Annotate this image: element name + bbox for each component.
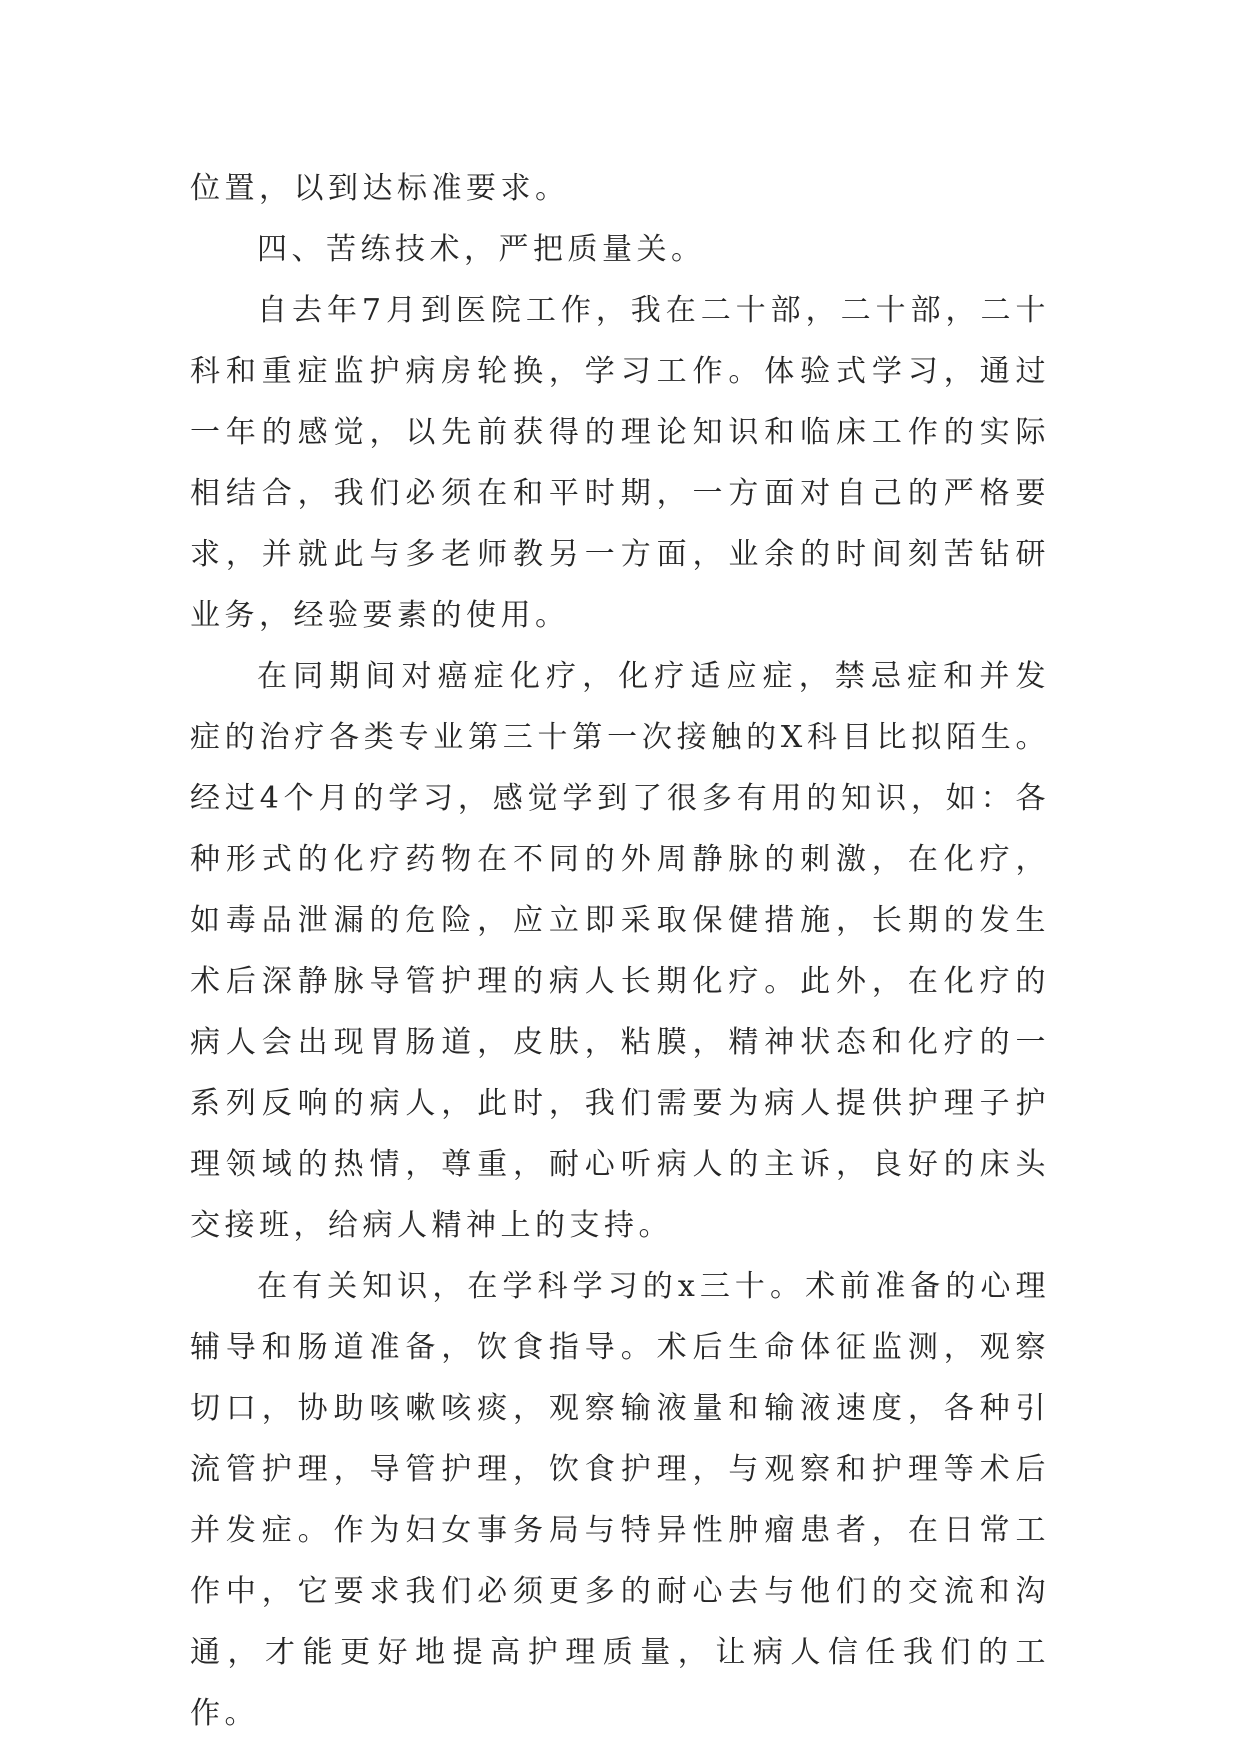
document-body	[190, 158, 1050, 1744]
paragraph-4: 在同期间对癌症化疗，化疗适应症，禁忌症和并发症的治疗各类专业第三十第一次接触的X科目比拟陌生。经过4个月的学习，感觉学到了很多有用的知识，如：各种形式的化疗药物在不同的外周静脉的刺激，在化疗，如毒品泄漏的危险，应立即采取保健措施，长期的发生术后深静脉导管护理的病人长期化疗。此外，在化疗的病人会出现胃肠道，皮肤，粘膜，精神状态和化疗的一系列反响的病人，此时，我们需要为病人提供护理子护理领域的热情，尊重，耐心听病人的主诉，良好的床头交接班，给病人精神上的支持。	[190, 659, 1050, 1243]
paragraph-3: 自去年7月到医院工作，我在二十部，二十部，二十科和重症监护病房轮换，学习工作。体验式学习，通过一年的感觉，以先前获得的理论知识和临床工作的实际相结合，我们必须在和平时期，一方面对自己的严格要求，并就此与多老师教另一方面，业余的时间刻苦钻研业务，经验要素的使用。	[190, 293, 1050, 633]
paragraph-2-section-heading: 四、苦练技术，严把质量关。	[257, 232, 706, 267]
paragraph-5: 在有关知识，在学科学习的x三十。术前准备的心理辅导和肠道准备，饮食指导。术后生命体征监测，观察切口，协助咳嗽咳痰，观察输液量和输液速度，各种引流管护理，导管护理，饮食护理，与观察和护理等术后并发症。作为妇女事务局与特异性肿瘤患者，在日常工作中，它要求我们必须更多的耐心去与他们的交流和沟通，才能更好地提高护理质量，让病人信任我们的工作。	[190, 1269, 1050, 1731]
paragraph-1: 位置，以到达标准要求。	[190, 171, 570, 206]
